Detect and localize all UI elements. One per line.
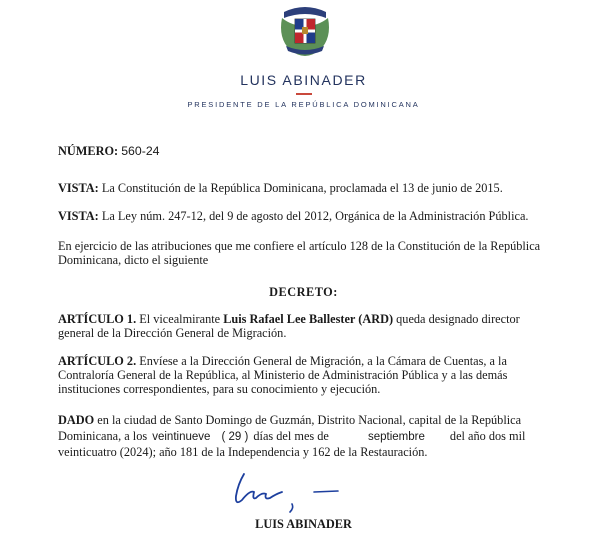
dado-label: DADO xyxy=(58,413,95,427)
vista-text: La Ley núm. 247-12, del 9 de agosto del 2012, Orgánica de la Administración Pública. xyxy=(101,209,529,223)
vista-label: VISTA: xyxy=(58,181,99,195)
articulo-1-line-1 xyxy=(58,312,570,326)
coat-of-arms-icon xyxy=(276,4,334,58)
dado-text: Dominicana, a los xyxy=(58,429,148,443)
articulo-label: ARTÍCULO 2. xyxy=(58,354,137,368)
articulo-text: El vicealmirante xyxy=(139,312,221,326)
signatory-name: LUIS ABINADER xyxy=(255,517,352,531)
day-words: veintinueve xyxy=(152,431,211,443)
dado-text: días del mes de xyxy=(253,429,329,443)
articulo-text: Envíese a la Dirección General de Migración, a la Cámara de Cuentas, a la xyxy=(139,354,507,368)
articulo-text: queda designado director xyxy=(396,312,520,326)
dado-text: del año dos mil xyxy=(449,429,526,443)
dado-line-3: veinticuatro (2024); año 181 de la Independencia y 162 de la Restauración. xyxy=(58,445,428,459)
numero-label: NÚMERO: xyxy=(58,144,119,158)
ejercicio-line-2: Dominicana, dicto el siguiente xyxy=(58,253,209,267)
vista-constitution xyxy=(58,181,570,195)
articulo-label: ARTÍCULO 1. xyxy=(58,312,137,326)
decreto-heading: DECRETO: xyxy=(269,285,338,299)
dado-text: en la ciudad de Santo Domingo de Guzmán, Distrito Nacional, capital de la República xyxy=(97,413,522,427)
vista-label: VISTA: xyxy=(58,209,99,223)
dado-line-1 xyxy=(58,413,570,427)
dado-line-2 xyxy=(58,429,570,444)
articulo-2-line-1 xyxy=(58,354,570,368)
president-name: LUIS ABINADER xyxy=(240,72,367,88)
articulo-2-line-3: instituciones correspondientes, para su conocimiento y ejecución. xyxy=(58,382,381,396)
decree-number xyxy=(58,144,570,158)
president-title: PRESIDENTE DE LA REPÚBLICA DOMINICANA xyxy=(187,100,420,109)
ejercicio-line-1: En ejercicio de las atribuciones que me confiere el artículo 128 de la Constitución de la República xyxy=(58,239,541,253)
articulo-1-line-2: general de la Dirección General de Migración. xyxy=(58,326,287,340)
vista-text: La Constitución de la República Dominicana, proclamada el 13 de junio de 2015. xyxy=(101,181,503,195)
appointee-name: Luis Rafael Lee Ballester (ARD) xyxy=(223,312,394,326)
accent-divider xyxy=(296,93,312,95)
month: septiembre xyxy=(367,431,425,443)
signature-icon xyxy=(232,470,352,516)
vista-ley xyxy=(58,209,570,223)
articulo-2-line-2: Contraloría General de la República, al Ministerio de Administración Pública y a las demás xyxy=(58,368,508,382)
day-number: ( 29 ) xyxy=(221,431,249,443)
numero-value: 560-24 xyxy=(121,144,160,158)
